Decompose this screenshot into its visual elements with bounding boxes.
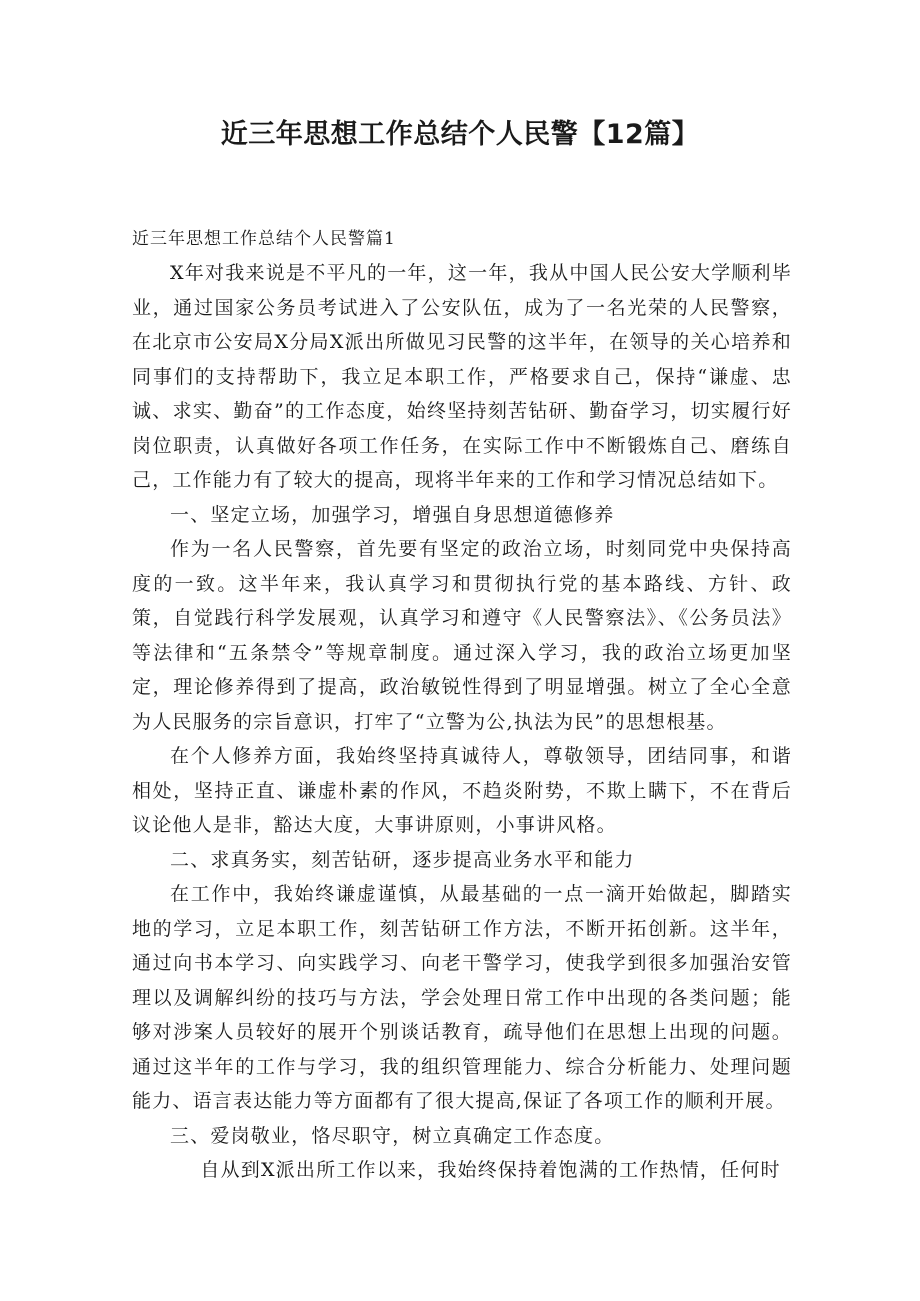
section-title: 近三年思想工作总结个人民警篇1 <box>132 229 396 249</box>
document-body <box>132 222 792 1188</box>
paragraph-intro: X年对我来说是不平凡的一年，这一年，我从中国人民公安大学顺利毕业，通过国家公务员考试进入了公安队伍，成为了一名光荣的人民警察，在北京市公安局X分局X派出所做见习民警的这半年，在领导的关心培养和同事们的支持帮助下，我立足本职工作，严格要求自己，保持“谦虚、忠诚、求实、勤奋”的工作态度，始终坚持刻苦钻研、勤奋学习，切实履行好岗位职责，认真做好各项工作任务，在实际工作中不断锻炼自己、磨练自己，工作能力有了较大的提高，现将半年来的工作和学习情况总结如下。 <box>132 262 792 491</box>
heading-three: 三、爱岗敬业，恪尽职守，树立真确定工作态度。 <box>170 1124 615 1147</box>
heading-two: 二、求真务实，刻苦钻研，逐步提高业务水平和能力 <box>170 848 635 871</box>
paragraph-political-stance: 作为一名人民警察，首先要有坚定的政治立场，时刻同党中央保持高度的一致。这半年来，我认真学习和贯彻执行党的基本路线、方针、政策，自觉践行科学发展观，认真学习和遵守《人民警察法》、《公务员法》等法律和“五条禁令”等规章制度。通过深入学习，我的政治立场更加坚定，理论修养得到了提高，政治敏锐性得到了明显增强。树立了全心全意为人民服务的宗旨意识，打牢了“立警为公,执法为民”的思想根基。 <box>132 538 792 733</box>
paragraph-work-enthusiasm: 自从到X派出所工作以来，我始终保持着饱满的工作热情，任何时 <box>200 1159 781 1181</box>
paragraph-personal-cultivation: 在个人修养方面，我始终坚持真诚待人，尊敬领导，团结同事，和谐相处，坚持正直、谦虚朴素的作风，不趋炎附势，不欺上瞒下，不在背后议论他人是非，豁达大度，大事讲原则，小事讲风格。 <box>132 745 792 836</box>
heading-one: 一、坚定立场，加强学习，增强自身思想道德修养 <box>170 503 615 526</box>
document-title: 近三年思想工作总结个人民警【12篇】 <box>220 119 700 150</box>
paragraph-work-study: 在工作中，我始终谦虚谨慎，从最基础的一点一滴开始做起，脚踏实地的学习，立足本职工作，刻苦钻研工作方法，不断开拓创新。这半年，通过向书本学习、向实践学习、向老干警学习，使我学到很多加强治安管理以及调解纠纷的技巧与方法，学会处理日常工作中出现的各类问题；能够对涉案人员较好的展开个别谈话教育，疏导他们在思想上出现的问题。通过这半年的工作与学习，我的组织管理能力、综合分析能力、处理问题能力、语言表达能力等方面都有了很大提高,保证了各项工作的顺利开展。 <box>132 883 792 1112</box>
